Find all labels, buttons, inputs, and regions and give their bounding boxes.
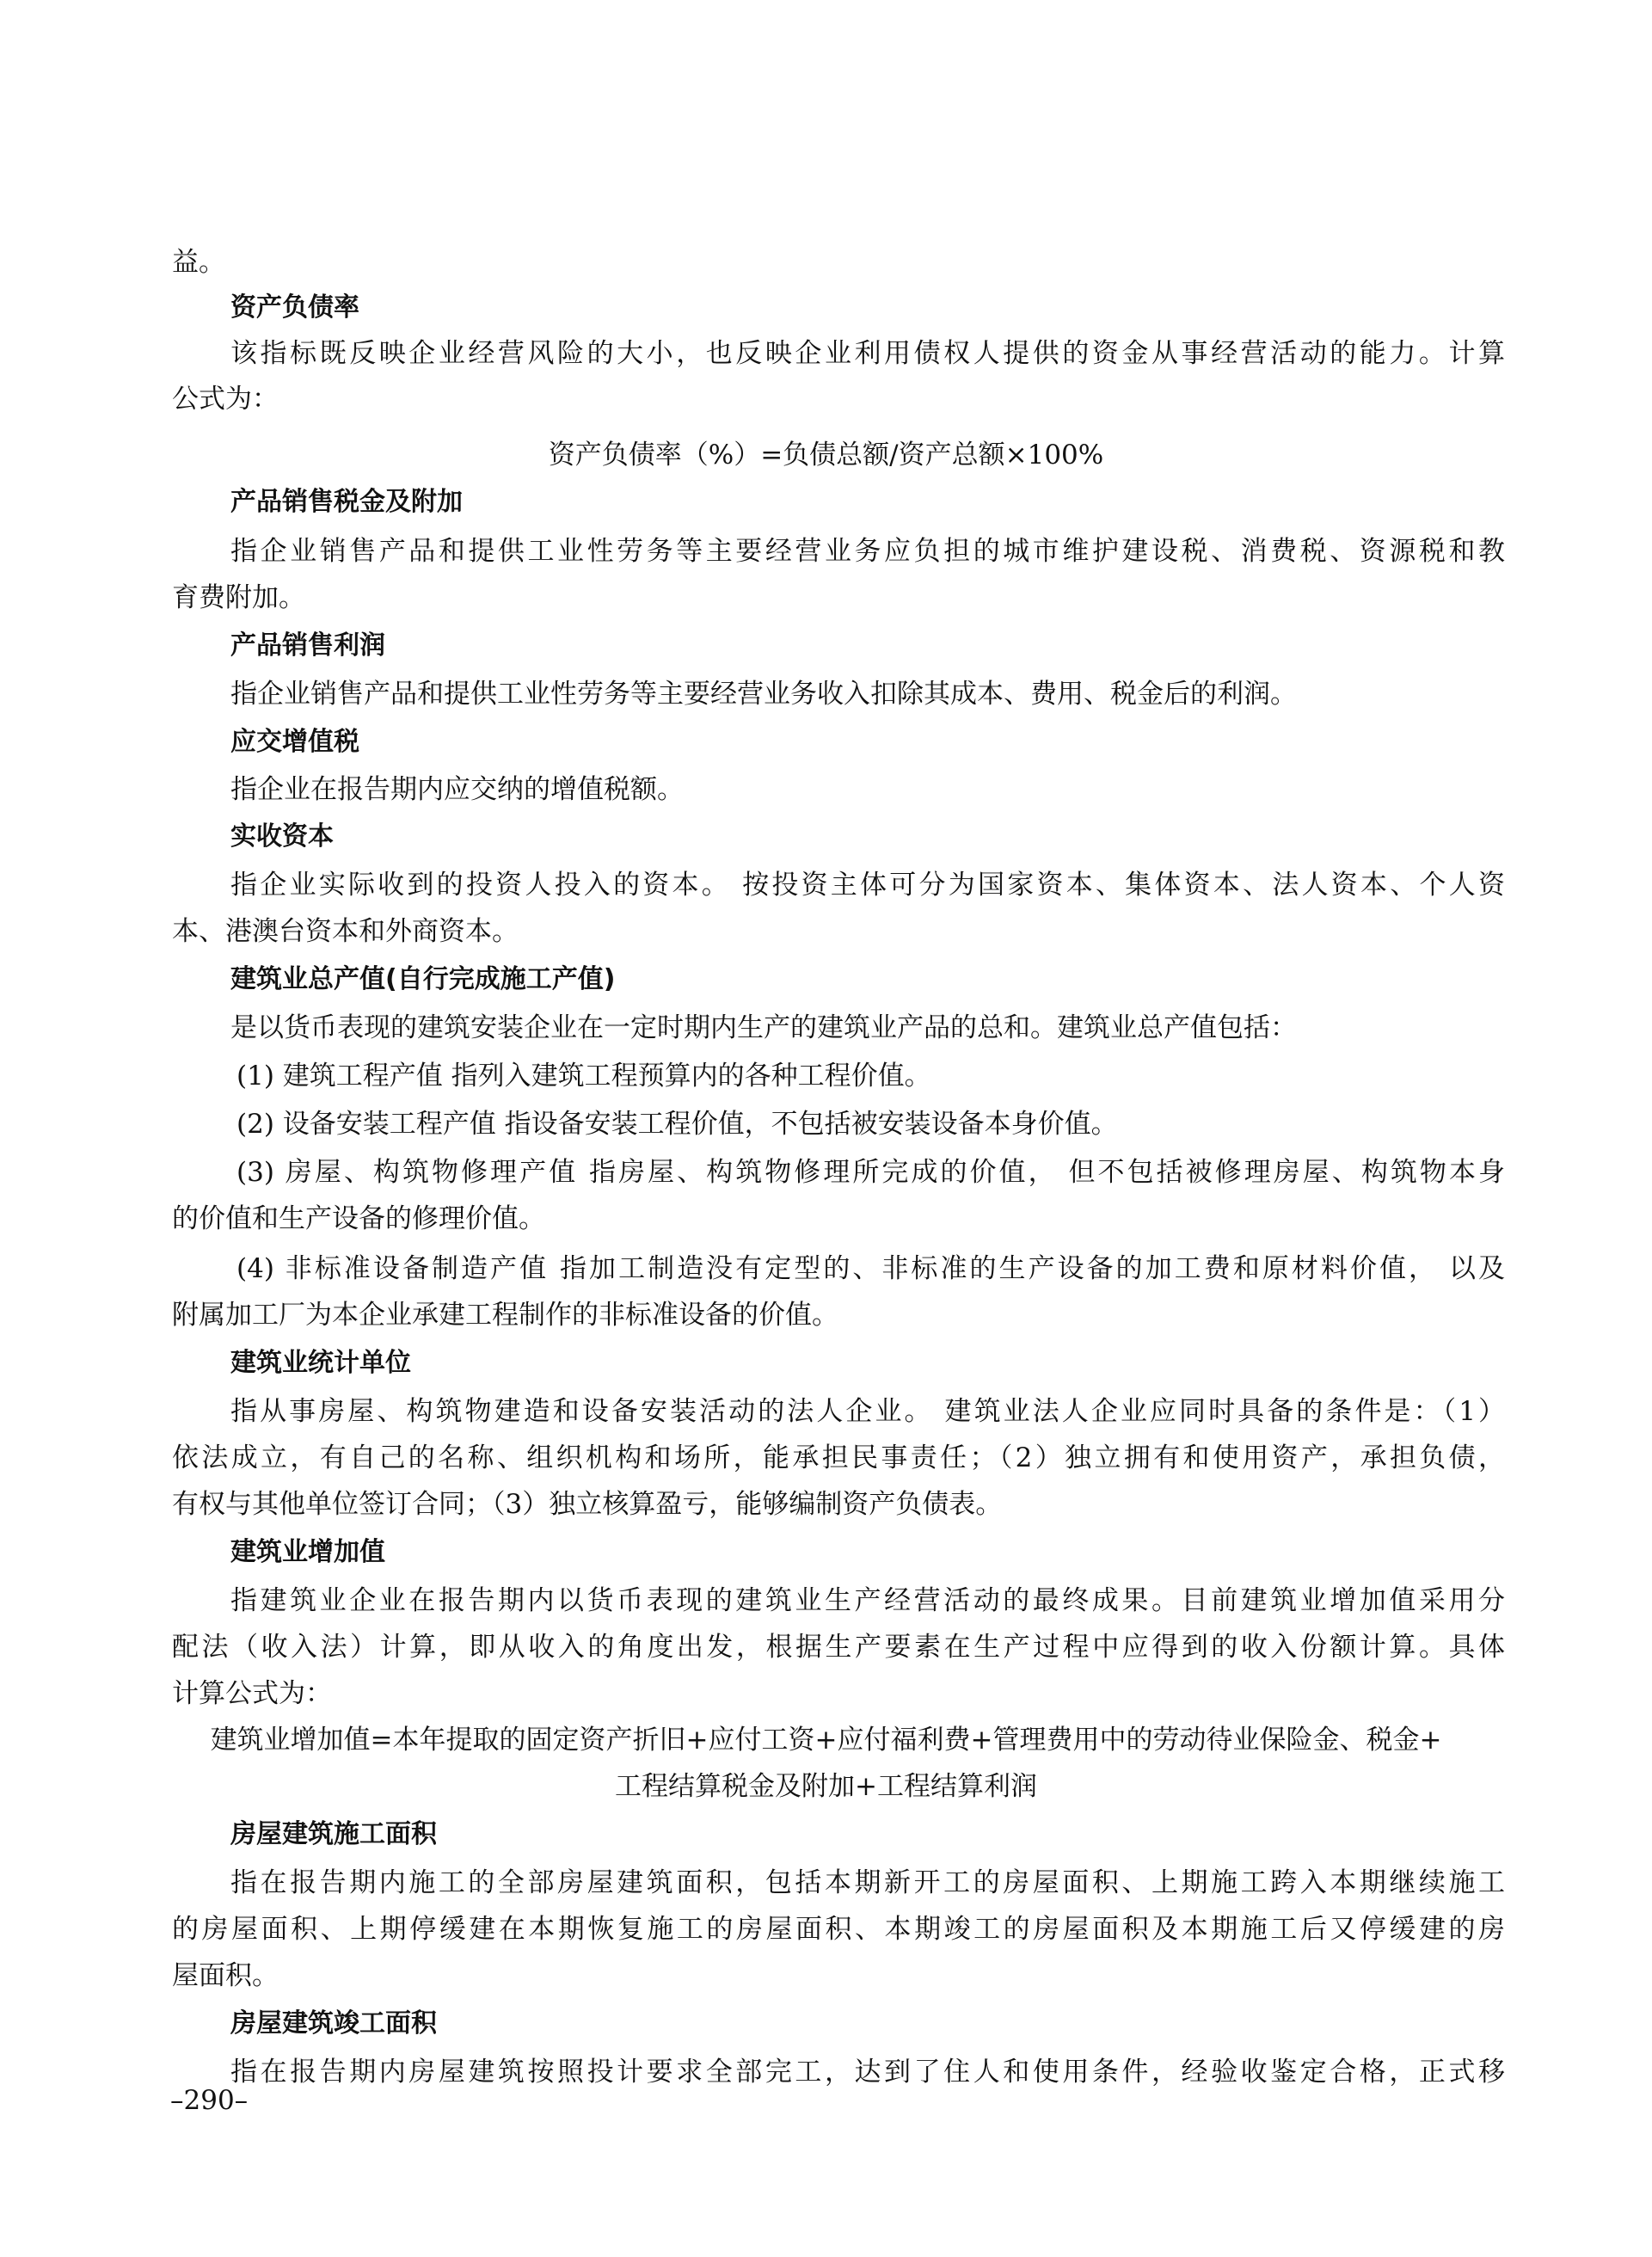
term-heading: 实收资本: [230, 821, 334, 852]
page-number: –290–: [170, 2085, 249, 2116]
body-line: 指建筑业企业在报告期内以货币表现的建筑业生产经营活动的最终成果。目前建筑业增加值采用分: [230, 1585, 1505, 1616]
formula: 资产负债率（%）=负债总额/资产总额×100%: [548, 440, 1104, 470]
body-line: 配法（收入法）计算，即从收入的角度出发，根据生产要素在生产过程中应得到的收入份额计算。具体: [172, 1632, 1505, 1663]
list-item: (3) 房屋、构筑物修理产值 指房屋、构筑物修理所完成的价值， 但不包括被修理房屋、构筑物本身: [236, 1157, 1505, 1188]
list-item: (1) 建筑工程产值 指列入建筑工程预算内的各种工程价值。: [236, 1061, 931, 1092]
body-line: 指从事房屋、构筑物建造和设备安装活动的法人企业。 建筑业法人企业应同时具备的条件是：（1）: [230, 1396, 1505, 1427]
term-heading: 建筑业增加值: [230, 1537, 385, 1567]
body-line: 益。: [172, 247, 225, 278]
body-line: 该指标既反映企业经营风险的大小，也反映企业利用债权人提供的资金从事经营活动的能力。计算: [230, 338, 1505, 369]
list-item: (2) 设备安装工程产值 指设备安装工程价值，不包括被安装设备本身价值。: [236, 1109, 1118, 1140]
term-heading: 建筑业总产值(自行完成施工产值): [230, 964, 616, 994]
body-line: 是以货币表现的建筑安装企业在一定时期内生产的建筑业产品的总和。建筑业总产值包括：: [230, 1012, 1297, 1043]
body-line: 指企业销售产品和提供工业性劳务等主要经营业务应负担的城市维护建设税、消费税、资源税和教: [230, 536, 1505, 567]
body-line: 指企业实际收到的投资人投入的资本。 按投资主体可分为国家资本、集体资本、法人资本、个人资: [230, 870, 1505, 901]
term-heading: 产品销售利润: [230, 630, 385, 661]
body-line: 育费附加。: [172, 582, 305, 613]
formula: 建筑业增加值=本年提取的固定资产折旧+应付工资+应付福利费+管理费用中的劳动待业保险金、税金+: [210, 1725, 1442, 1756]
term-heading: 资产负债率: [230, 292, 359, 323]
term-heading: 应交增值税: [230, 727, 359, 757]
body-line: 计算公式为：: [172, 1678, 332, 1709]
body-line: 有权与其他单位签订合同；（3）独立核算盈亏，能够编制资产负债表。: [172, 1489, 1003, 1520]
term-heading: 产品销售税金及附加: [230, 487, 463, 517]
body-line: 的价值和生产设备的修理价值。: [172, 1203, 545, 1234]
body-line: 公式为：: [172, 384, 279, 415]
body-line: 附属加工厂为本企业承建工程制作的非标准设备的价值。: [172, 1300, 838, 1331]
body-line: 指企业销售产品和提供工业性劳务等主要经营业务收入扣除其成本、费用、税金后的利润。: [230, 679, 1297, 710]
body-line: 指在报告期内房屋建筑按照投计要求全部完工，达到了住人和使用条件，经验收鉴定合格，正式移: [230, 2057, 1505, 2088]
list-item: (4) 非标准设备制造产值 指加工制造没有定型的、非标准的生产设备的加工费和原材料价值， 以及: [236, 1253, 1505, 1284]
term-heading: 房屋建筑竣工面积: [230, 2008, 437, 2039]
formula: 工程结算税金及附加+工程结算利润: [615, 1771, 1037, 1802]
body-line: 屋面积。: [172, 1960, 279, 1991]
body-line: 依法成立，有自己的名称、组织机构和场所，能承担民事责任；（2）独立拥有和使用资产，承担负债，: [172, 1442, 1505, 1473]
term-heading: 建筑业统计单位: [230, 1348, 411, 1378]
body-line: 本、港澳台资本和外商资本。: [172, 916, 519, 947]
body-line: 指在报告期内施工的全部房屋建筑面积，包括本期新开工的房屋面积、上期施工跨入本期继续施工: [230, 1867, 1505, 1898]
term-heading: 房屋建筑施工面积: [230, 1819, 437, 1849]
body-line: 的房屋面积、上期停缓建在本期恢复施工的房屋面积、本期竣工的房屋面积及本期施工后又停缓建的房: [172, 1914, 1505, 1945]
body-line: 指企业在报告期内应交纳的增值税额。: [230, 774, 684, 805]
